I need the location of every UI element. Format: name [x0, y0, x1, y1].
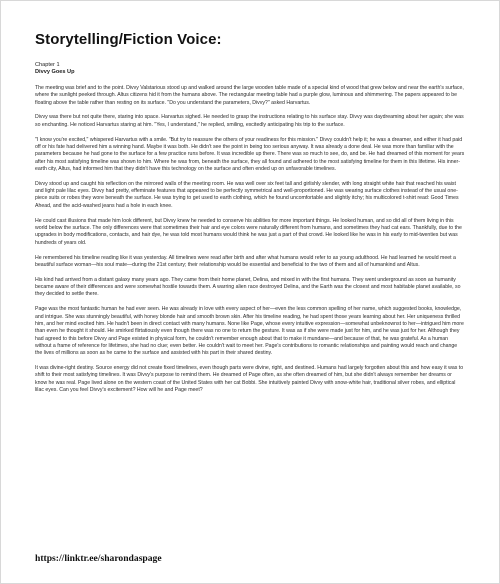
- chapter-number: Chapter 1: [35, 62, 60, 68]
- story-paragraph: "I know you're excited," whispered Harvartus with a smile. "But try to reassure the others of your readiness for this mission." Divvy couldn't help it; he was a dreamer, and either it had paid off or his fate had delivered him a winning hand. Maybe it was both. He didn't see the point in being too serious anyway. It was already a done deal. He was more than familiar with the parameters because he had gone to the surface for a few practice runs before. It was incredible up there. There was so much to see, do, and be. He had dreamed of this moment for years after his most satisfying timeline was shown to him. Where he was from, beneath the surface, they all found and adhered to the most satisfying timeline for them in this lifetime. His inner-earth city, Altus, had informed him that they didn't have this technology on the surface and often ended up on unfavorable timelines.: [35, 136, 465, 172]
- story-paragraph: It was divine-right destiny. Source energy did not create fixed timelines, even though parts were divine, right, and destined. Humans had largely forgotten about this and how easy it was to shift to their most satisfying timelines. It was Divvy's purpose to remind them. He dreamed of Page often, as she often dreamed of him, but she didn't always remember her dreams or know he was real. Page lived alone on the western coast of the United States with her cat Bobbi. She intuitively painted Divvy with snow-white hair, traditional silver robes, and elliptical lilac eyes. Can you feel Divvy's excitement? How will he and Page meet?: [35, 365, 464, 394]
- story-paragraph: His kind had arrived from a distant galaxy many years ago. They came from their home planet, Delina, and mixed in with the first humans. They went underground as soon as humanity became aware of their differences and were somewhat hostile towards them. A warring alien race destroyed Delina, and the Earth was the closest and most habitable planet available, so they decided to settle there.: [35, 276, 461, 298]
- story-paragraph: He could cast illusions that made him look different, but Divvy knew he needed to conserve his abilities for more important things. He looked human, and so did all of them living in this world below the surface. The only differences were that sometimes their hair and eye colors were naturally different from humans, and sometimes they had cat ears. Thankfully, due to the upgrades in body modifications, contacts, and hair dye, he was told most humans would think he was just a part of that crowd. He looked like he was in his early to mid-twenties but was hundreds of years old.: [35, 217, 462, 246]
- story-paragraph: The meeting was brief and to the point. Divvy Valstarious stood up and walked around the large wooden table made of a special kind of wood that grew below and near the earth's surface, where the sunlight peeked through. Altus citizens hid it from the humans above. The rectangular meeting table had a purple glow, luminous and shimmering. The papers appeared to be floating above the table rather than resting on its surface. "Do you understand the parameters, Divvy?" asked Harvartus.: [35, 84, 464, 106]
- story-paragraph: He remembered his timeline reading like it was yesterday. All timelines were read after birth and after what humans would refer to as young adulthood. He had learned he would meet a beautiful surface woman—his soul mate—during the 21st century; their relationship would be essential and beneficial to the two of them and all of humankind and Altus.: [35, 254, 456, 268]
- footer-link[interactable]: https://linktr.ee/sharondaspage: [35, 553, 162, 564]
- story-paragraph: Divvy stood up and caught his reflection on the mirrored walls of the meeting room. He was well over six feet tall and girlishly slender, with long straight white hair that reached his waist and light pale lilac eyes. Divvy had pretty, effeminate features that appeared to be perfectly symmetrical and well-proportioned. He was wearing surface clothes instead of the usual one-piece suits or robes they wore beneath the surface. He was trying to get used to earth clothing, which he found uncomfortable and slightly itchy; his multicolored t-shirt read: Good Times Ahead, and the acid-washed jeans had a hole in each knee.: [35, 180, 459, 209]
- page-heading: Storytelling/Fiction Voice:: [35, 31, 222, 48]
- story-paragraph: Divvy was there but not quite there, staring into space. Harvartus sighed. He needed to grasp the instructions relating to his surface stay. Divvy was daydreaming about her again; she was so enchanting. He noticed Harvartus staring at him. "Yes, I understand," he replied, smiling, excitedly anticipating his trip to the surface.: [35, 114, 464, 128]
- chapter-title: Divvy Goes Up: [35, 69, 75, 76]
- story-paragraph: Page was the most fantastic human he had ever seen. He was already in love with every aspect of her—even the less common spelling of her name, which suggested books, knowledge, and intrigue. She was stunningly beautiful, with honey blonde hair and smooth brown skin. After his timeline reading, he had spent those years learning about her. Her uniqueness thrilled him, and her mind excited him. He hadn't been in direct contact with many humans. None like Page, whose every intuitive expression—somewhat unbeknownst to her—intrigued him more than even he thought it should. He smirked flirtatiously even though there was no one to return the gesture. It was as if she were made just for him, and he was just for her. Although they had agreed to this before Divvy and Page existed in physical form, he couldn't remember enough about that to make it mundane—and because of that, he was grateful. As a human without a frame of reference for lifetimes, she had no clue; even better. He couldn't wait to meet her. Page's contributions to romantic relationships and painting would reach and change the lives of millions as soon as he came to the surface and assisted with his part in their shared destiny.: [35, 306, 464, 357]
